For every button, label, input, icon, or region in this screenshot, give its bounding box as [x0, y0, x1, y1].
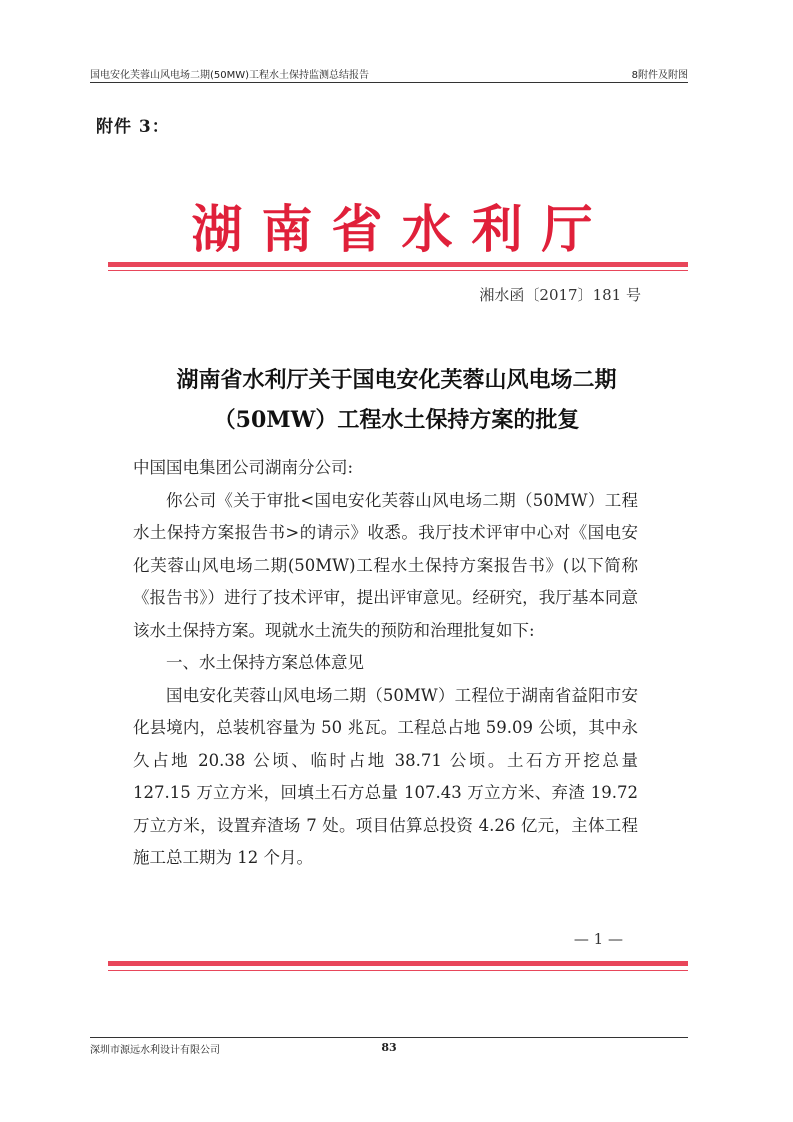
- document-number: 湘水函〔2017〕181 号: [479, 286, 641, 304]
- body-paragraph-1: 你公司《关于审批<国电安化芙蓉山风电场二期（50MW）工程水土保持方案报告书>的请示》收悉。我厅技术评审中心对《国电安化芙蓉山风电场二期(50MW)工程水土保持方案报告书》(以下简称《报告书》）进行了技术评审，提出评审意见。经研究，我厅基本同意该水土保持方案。现就水土流失的预防和治理批复如下:: [133, 490, 638, 640]
- section-heading-1: 一、水土保持方案总体意见: [166, 653, 364, 672]
- salutation: 中国国电集团公司湖南分公司:: [133, 458, 354, 477]
- page-header: [90, 66, 688, 82]
- footer-divider: [90, 1037, 688, 1038]
- document-body: [133, 452, 638, 875]
- letterhead-red-rule-thin: [108, 270, 688, 271]
- header-divider: [90, 82, 688, 83]
- document-title: [100, 360, 693, 440]
- header-section-label: 8附件及附图: [631, 70, 688, 81]
- document-title-line2: （50MW）工程水土保持方案的批复: [213, 407, 580, 433]
- bottom-red-rule: [108, 961, 688, 966]
- attachment-label: 附件 3：: [96, 117, 170, 137]
- footer-page-number: 83: [381, 1041, 397, 1054]
- footer-company: 深圳市源远水利设计有限公司: [90, 1045, 220, 1056]
- inner-page-number: — 1 —: [573, 930, 623, 948]
- bottom-red-rule-thin: [108, 970, 688, 971]
- letterhead-title: 湖南省水利厅: [191, 201, 612, 260]
- document-title-line1: 湖南省水利厅关于国电安化芙蓉山风电场二期: [176, 367, 617, 393]
- header-report-title: 国电安化芙蓉山风电场二期(50MW)工程水土保持监测总结报告: [90, 70, 370, 81]
- body-paragraph-2: 国电安化芙蓉山风电场二期（50MW）工程位于湖南省益阳市安化县境内，总装机容量为 50 兆瓦。工程总占地 59.09 公顷，其中永久占地 20.38 公顷、临时占地 38.71 公顷。土石方开挖总量 127.15 万立方米，回填土石方总量 107.43 万立方米、弃渣 19.72 万立方米，设置弃渣场 7 处。项目估算总投资 4.26 亿元，主体工程施工总工期为 12 个月。: [133, 685, 638, 867]
- letterhead-red-rule: [108, 262, 688, 267]
